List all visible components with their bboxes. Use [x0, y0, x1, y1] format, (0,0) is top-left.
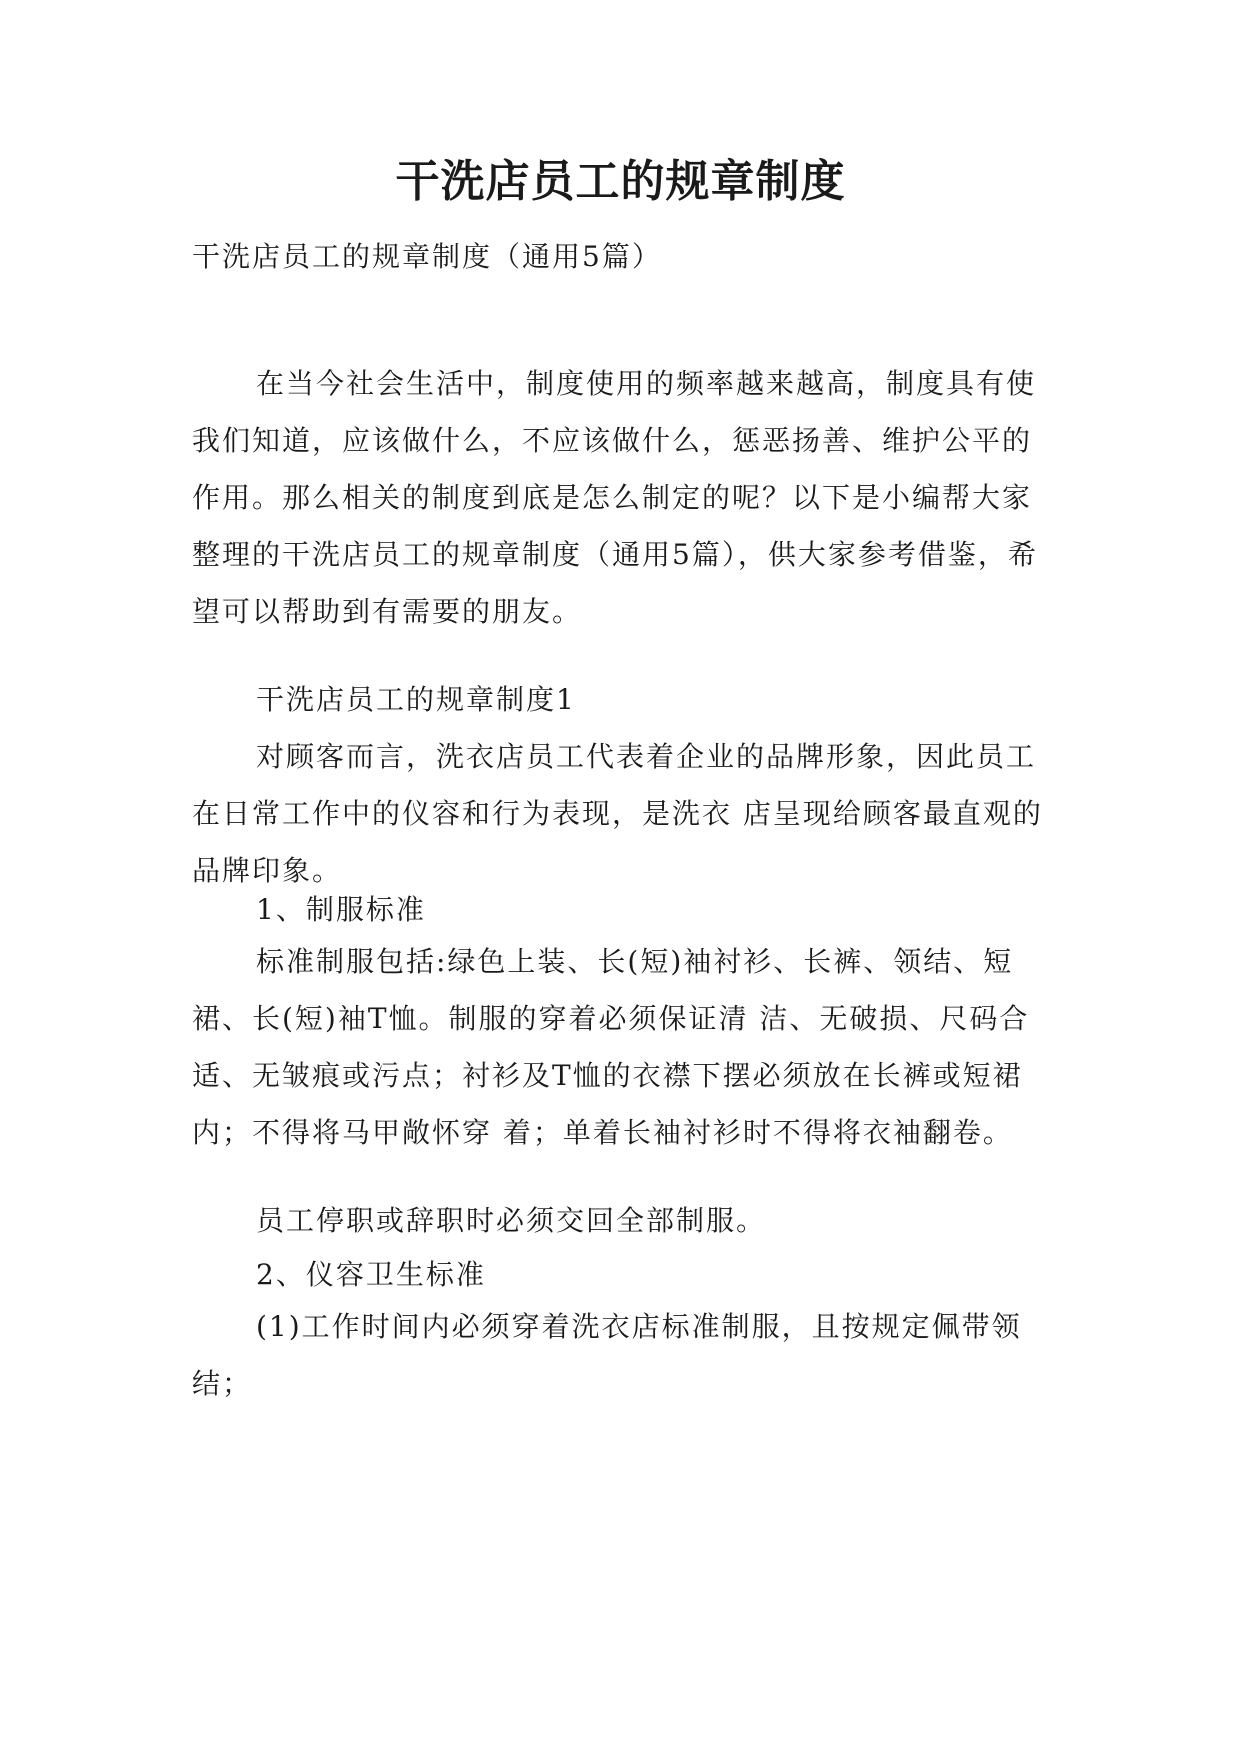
document-title: 干洗店员工的规章制度 [395, 156, 846, 207]
intro-paragraph: 在当今社会生活中，制度使用的频率越来越高，制度具有使我们知道，应该做什么，不应该做什么，惩恶扬善、维护公平的作用。那么相关的制度到底是怎么制定的呢？以下是小编帮大家整理的干洗店员工的规章制度（通用5篇），供大家参考借鉴，希望可以帮助到有需要的朋友。 [192, 367, 1038, 628]
item-1-heading: 1、制服标准 [256, 893, 426, 926]
document-subtitle: 干洗店员工的规章制度（通用5篇） [192, 240, 662, 273]
section-1-paragraph: 对顾客而言，洗衣店员工代表着企业的品牌形象，因此员工在日常工作中的仪容和行为表现，是洗衣 店呈现给顾客最直观的品牌印象。 [192, 740, 1043, 887]
item-2-heading: 2、仪容卫生标准 [256, 1258, 486, 1291]
item-1-paragraph: 标准制服包括:绿色上装、长(短)袖衬衫、长裤、领结、短裙、长(短)袖T恤。制服的穿着必须保证清 洁、无破损、尺码合适、无皱痕或污点；衬衫及T恤的衣襟下摆必须放在长裤或短裙内；不得将马甲敞怀穿 着；单着长袖衬衫时不得将衣袖翻卷。 [192, 945, 1030, 1149]
item-1-paragraph-2: 员工停职或辞职时必须交回全部制服。 [256, 1204, 767, 1237]
section-1-heading: 干洗店员工的规章制度1 [256, 683, 576, 716]
item-2-paragraph: (1)工作时间内必须穿着洗衣店标准制服，且按规定佩带领结； [192, 1310, 1022, 1400]
